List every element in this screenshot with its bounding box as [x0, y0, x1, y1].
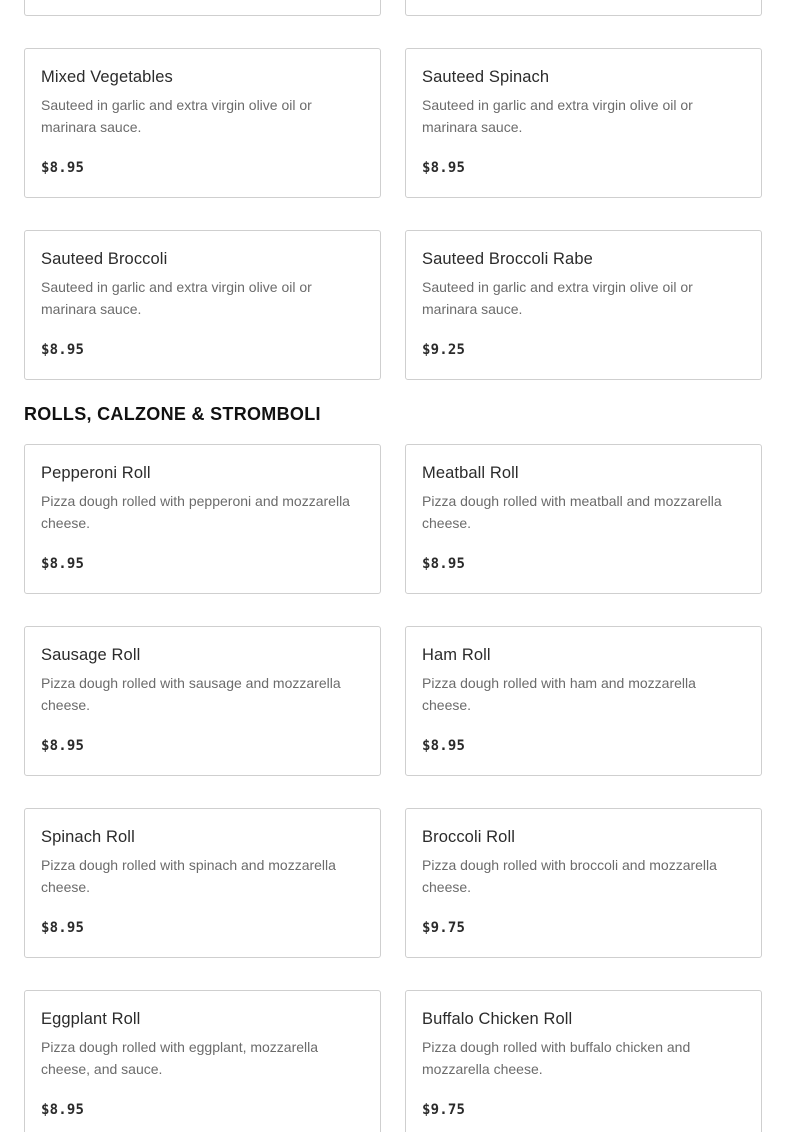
menu-item-name: Buffalo Chicken Roll — [422, 1010, 573, 1028]
menu-item-card[interactable] — [24, 444, 381, 594]
menu-item-name: Pepperoni Roll — [41, 464, 151, 482]
menu-item-description: Sauteed in garlic and extra virgin olive oil or marinara sauce. — [422, 279, 693, 317]
section-title: ROLLS, CALZONE & STROMBOLI — [24, 404, 321, 424]
menu-item-card[interactable] — [24, 990, 381, 1132]
menu-item-description: Pizza dough rolled with broccoli and mozzarella cheese. — [422, 857, 717, 895]
menu-item-name: Meatball Roll — [422, 464, 519, 482]
menu-item-name: Sauteed Spinach — [422, 68, 550, 86]
menu-item-description: Sauteed in garlic and extra virgin olive oil or marinara sauce. — [41, 97, 312, 135]
menu-item-description: Sauteed in garlic and extra virgin olive oil or marinara sauce. — [41, 279, 312, 317]
menu-item-description: Pizza dough rolled with pepperoni and mozzarella cheese. — [41, 493, 350, 531]
menu-item-card[interactable] — [24, 808, 381, 958]
menu-item-card[interactable] — [24, 626, 381, 776]
menu-item-description: Pizza dough rolled with ham and mozzarella cheese. — [422, 675, 696, 713]
menu-item-price: $9.75 — [422, 920, 466, 936]
menu-item-description: Pizza dough rolled with meatball and mozzarella cheese. — [422, 493, 722, 531]
menu-item-card[interactable] — [24, 48, 381, 198]
menu-item-description: Pizza dough rolled with spinach and mozzarella cheese. — [41, 857, 336, 895]
menu-item-card[interactable] — [405, 626, 762, 776]
menu-item-name: Mixed Vegetables — [41, 68, 173, 86]
menu-item-name: Ham Roll — [422, 646, 491, 664]
menu-item-name: Eggplant Roll — [41, 1010, 141, 1028]
menu-item-price: $8.95 — [41, 920, 85, 936]
menu-item-name: Spinach Roll — [41, 828, 135, 846]
menu-item-description: Pizza dough rolled with buffalo chicken and mozzarella cheese. — [422, 1039, 691, 1077]
menu-item-price: $8.95 — [41, 556, 85, 572]
menu-item-card[interactable] — [405, 808, 762, 958]
menu-item-price: $8.95 — [41, 1102, 85, 1118]
menu-item-card-partial[interactable] — [405, 0, 762, 16]
menu-item-price: $8.95 — [422, 160, 466, 176]
menu-item-card[interactable] — [405, 230, 762, 380]
menu-item-card[interactable] — [24, 230, 381, 380]
menu-item-price: $8.95 — [41, 738, 85, 754]
menu-item-price: $8.95 — [422, 738, 466, 754]
menu-item-price: $8.95 — [41, 342, 85, 358]
menu-item-price: $9.25 — [422, 342, 466, 358]
menu-item-card[interactable] — [405, 990, 762, 1132]
menu-item-name: Sauteed Broccoli — [41, 250, 168, 268]
menu-item-price: $8.95 — [41, 160, 85, 176]
menu-item-description: Pizza dough rolled with eggplant, mozzarella cheese, and sauce. — [41, 1039, 319, 1077]
menu-item-card[interactable] — [405, 444, 762, 594]
menu-item-name: Sausage Roll — [41, 646, 141, 664]
menu-item-price: $9.75 — [422, 1102, 466, 1118]
menu-item-price: $8.95 — [422, 556, 466, 572]
menu-item-name: Sauteed Broccoli Rabe — [422, 250, 593, 268]
menu-item-card[interactable] — [405, 48, 762, 198]
menu-item-card-partial[interactable] — [24, 0, 381, 16]
menu-item-description: Sauteed in garlic and extra virgin olive oil or marinara sauce. — [422, 97, 693, 135]
menu-item-name: Broccoli Roll — [422, 828, 515, 846]
menu-item-description: Pizza dough rolled with sausage and mozzarella cheese. — [41, 675, 341, 713]
